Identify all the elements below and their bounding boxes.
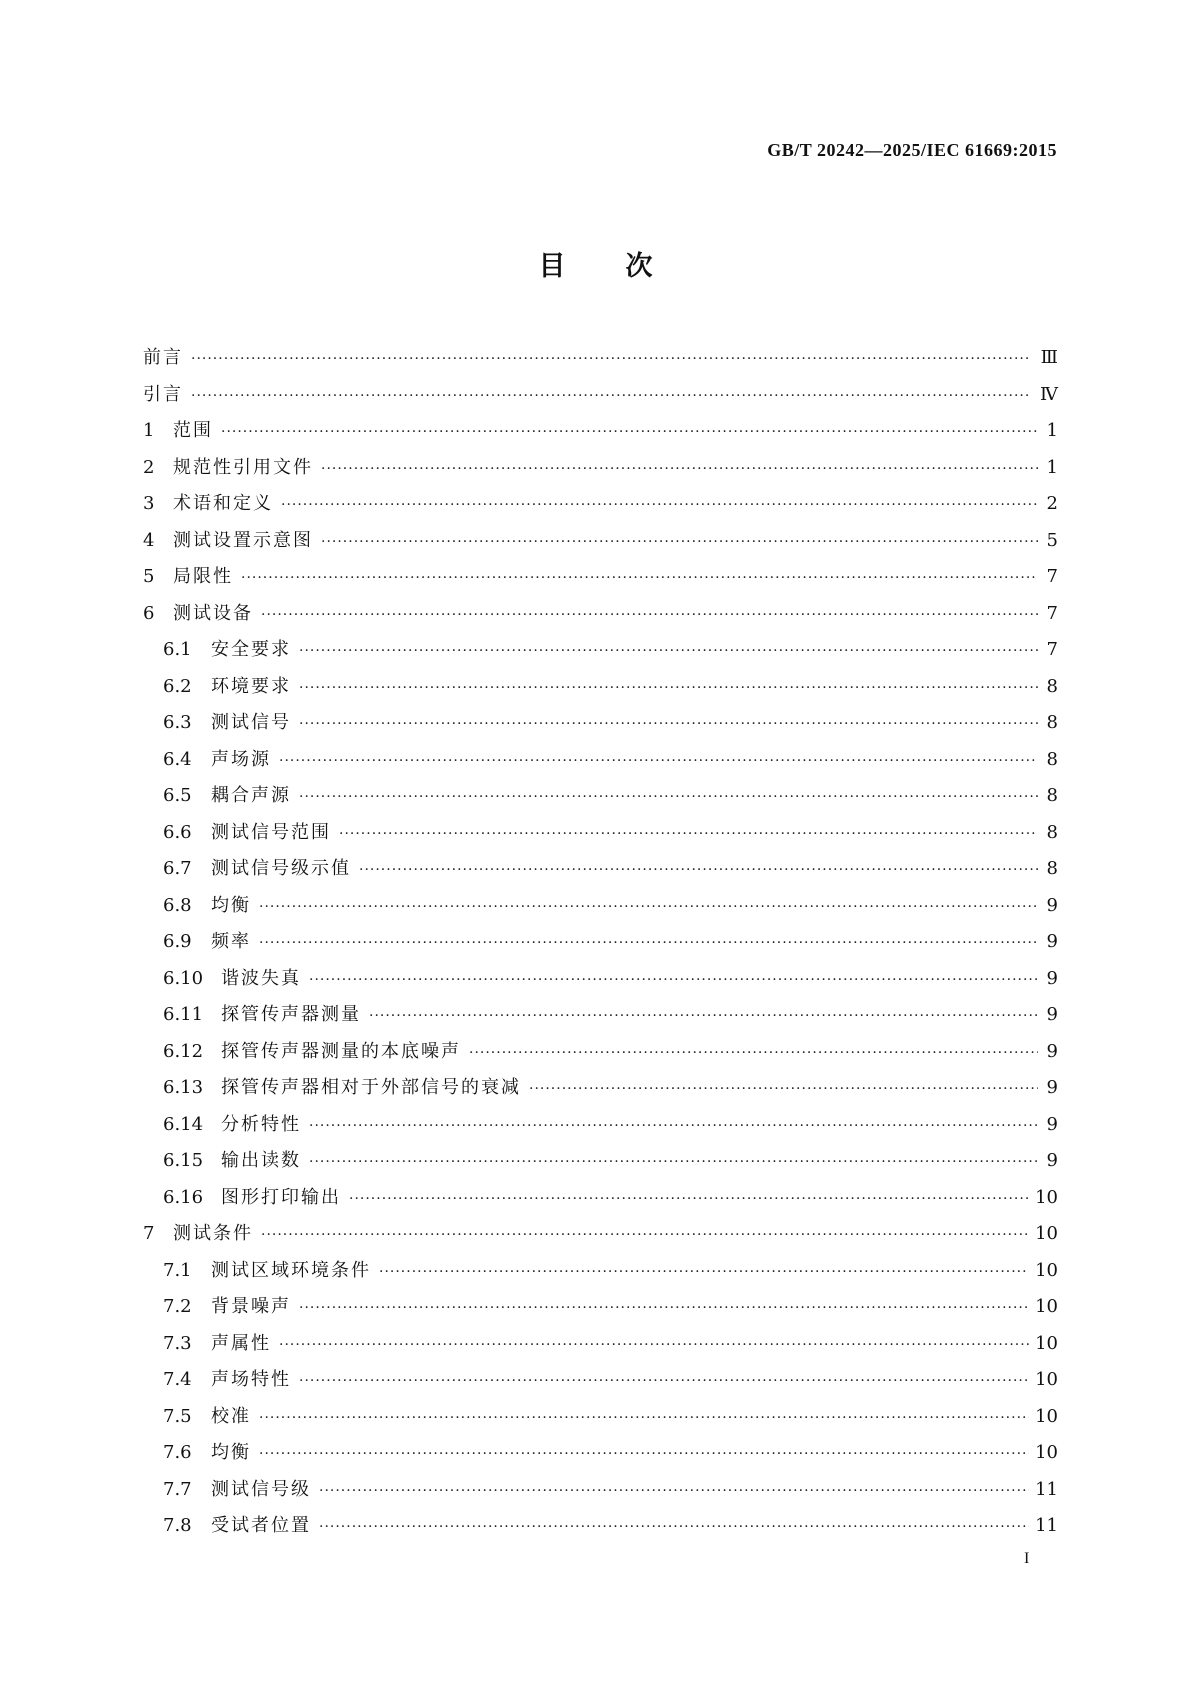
toc-entry-number: 6 [143,602,155,624]
toc-entry[interactable] [143,340,1058,377]
toc-entry[interactable] [143,924,1058,961]
toc-entry[interactable] [143,632,1058,669]
toc-entry-page: 8 [1046,858,1058,879]
toc-entry-page: 9 [1046,894,1058,916]
toc-leader-dots [319,1473,1029,1510]
toc-entry-title: 测试信号范围 [211,821,331,843]
toc-entry-number: 6.11 [163,1004,204,1025]
toc-entry-page: 5 [1046,529,1058,551]
toc-entry[interactable] [143,961,1058,998]
toc-entry-number: 6.13 [163,1077,204,1098]
toc-entry-title: 分析特性 [221,1113,301,1135]
toc-entry-number: 6.9 [163,931,192,952]
toc-entry-number: 7 [143,1223,155,1244]
toc-entry-page: 9 [1046,967,1058,989]
toc-entry-number: 6.7 [163,858,192,879]
toc-entry-title: 探管传声器测量 [221,1004,361,1025]
toc-entry-number: 2 [143,456,155,478]
toc-entry-page: 9 [1046,1077,1058,1098]
toc-entry-number: 5 [143,566,155,587]
toc-entry-page: 11 [1035,1478,1058,1500]
toc-entry[interactable] [143,669,1058,706]
toc-entry[interactable] [143,1143,1058,1180]
toc-entry-number: 6.15 [163,1150,204,1171]
toc-entry[interactable] [143,450,1058,487]
toc-leader-dots [469,1035,1038,1072]
toc-entry-title: 频率 [211,931,251,952]
toc-leader-dots [299,670,1038,707]
toc-leader-dots [309,1144,1038,1181]
toc-entry[interactable] [143,1435,1058,1472]
toc-entry-page: 9 [1046,1150,1058,1171]
toc-entry-number: 6.3 [163,712,192,733]
toc-leader-dots [221,414,1038,451]
toc-entry-title: 规范性引用文件 [173,456,313,478]
toc-leader-dots [259,925,1038,962]
toc-leader-dots [299,633,1038,670]
toc-entry-page: Ⅳ [1040,383,1058,405]
toc-leader-dots [299,706,1038,743]
toc-entry-number: 6.4 [163,748,192,770]
toc-entry[interactable] [143,1289,1058,1326]
toc-leader-dots [241,560,1038,597]
toc-entry[interactable] [143,1508,1058,1545]
toc-leader-dots [309,962,1038,999]
toc-leader-dots [259,889,1038,926]
toc-entry-title: 输出读数 [221,1150,301,1171]
toc-leader-dots [261,597,1038,634]
toc-entry-title: 测试信号级 [211,1478,311,1500]
toc-entry-page: 8 [1046,675,1058,697]
toc-entry-title: 前言 [143,347,183,368]
toc-entry-title: 测试信号级示值 [211,858,351,879]
toc-entry-page: 9 [1046,1004,1058,1025]
toc-leader-dots [191,341,1035,378]
toc-entry[interactable] [143,1034,1058,1071]
toc-leader-dots [279,743,1038,780]
toc-leader-dots [299,1363,1029,1400]
toc-leader-dots [369,998,1038,1035]
toc-leader-dots [349,1181,1029,1218]
toc-entry-number: 6.8 [163,894,192,916]
toc-entry-number: 7.6 [163,1442,192,1463]
toc-entry-title: 谐波失真 [221,967,301,989]
table-of-contents [143,340,1058,1545]
toc-entry-number: 7.8 [163,1515,192,1536]
toc-entry-page: 7 [1046,566,1058,587]
toc-entry[interactable] [143,1107,1058,1144]
toc-leader-dots [191,378,1034,415]
toc-leader-dots [321,451,1038,488]
toc-entry-title: 测试区域环境条件 [211,1259,371,1281]
toc-entry-page: 8 [1046,748,1058,770]
toc-leader-dots [279,1327,1029,1364]
toc-entry[interactable] [143,997,1058,1034]
toc-entry-number: 6.1 [163,639,192,660]
toc-entry-title: 局限性 [173,566,233,587]
toc-entry[interactable] [143,559,1058,596]
toc-leader-dots [281,487,1038,524]
toc-entry-page: 10 [1035,1186,1058,1208]
toc-entry[interactable] [143,1180,1058,1217]
toc-entry-title: 安全要求 [211,639,291,660]
toc-entry-page: 10 [1035,1332,1058,1354]
toc-entry-page: 10 [1035,1259,1058,1281]
toc-leader-dots [529,1071,1038,1108]
standard-code: GB/T 20242—2025/IEC 61669:2015 [767,140,1057,160]
toc-entry-number: 7.3 [163,1332,192,1354]
page-number: I [1024,1550,1030,1567]
toc-entry[interactable] [143,377,1058,414]
toc-entry-number: 6.2 [163,675,192,697]
toc-entry-title: 引言 [143,383,183,405]
toc-entry-number: 7.4 [163,1369,192,1390]
toc-entry[interactable] [143,1472,1058,1509]
toc-entry-page: 10 [1035,1223,1058,1244]
toc-entry-title: 探管传声器测量的本底噪声 [221,1040,461,1062]
toc-entry-page: 10 [1035,1369,1058,1390]
toc-entry-page: 2 [1046,493,1058,514]
toc-entry-title: 耦合声源 [211,785,291,806]
toc-entry-title: 均衡 [211,1442,251,1463]
toc-entry[interactable] [143,486,1058,523]
toc-entry-title: 术语和定义 [173,493,273,514]
toc-entry-title: 范围 [173,420,213,441]
toc-entry-title: 探管传声器相对于外部信号的衰减 [221,1077,521,1098]
toc-entry-page: 10 [1035,1405,1058,1427]
toc-entry-title: 测试信号 [211,712,291,733]
toc-leader-dots [321,524,1038,561]
toc-entry-page: 1 [1046,456,1058,478]
toc-entry-number: 6.6 [163,821,192,843]
toc-entry[interactable] [143,851,1058,888]
toc-entry-number: 6.12 [163,1040,204,1062]
toc-entry-page: 9 [1046,1040,1058,1062]
toc-entry-page: 9 [1046,1113,1058,1135]
toc-entry-title: 声场特性 [211,1369,291,1390]
toc-entry-number: 4 [143,529,155,551]
toc-entry-title: 测试设备 [173,602,253,624]
toc-entry-number: 7.1 [163,1259,192,1281]
toc-entry[interactable] [143,1216,1058,1253]
toc-entry[interactable] [143,778,1058,815]
toc-entry[interactable] [143,1326,1058,1363]
toc-entry[interactable] [143,413,1058,450]
toc-leader-dots [309,1108,1038,1145]
toc-leader-dots [339,816,1038,853]
toc-entry-number: 6.14 [163,1113,204,1135]
toc-entry-page: Ⅲ [1040,347,1058,368]
toc-entry[interactable] [143,815,1058,852]
toc-entry-title: 校准 [211,1405,251,1427]
toc-entry-number: 7.2 [163,1296,192,1317]
toc-entry-title: 声属性 [211,1332,271,1354]
toc-leader-dots [299,1290,1029,1327]
toc-entry-page: 11 [1035,1515,1058,1536]
toc-entry-number: 3 [143,493,155,514]
toc-entry-title: 背景噪声 [211,1296,291,1317]
toc-entry-page: 7 [1046,602,1058,624]
toc-entry-page: 8 [1046,821,1058,843]
toc-entry[interactable] [143,1070,1058,1107]
toc-entry[interactable] [143,1399,1058,1436]
toc-entry-number: 7.5 [163,1405,192,1427]
toc-leader-dots [319,1509,1029,1546]
toc-entry-page: 9 [1046,931,1058,952]
toc-entry-title: 测试设置示意图 [173,529,313,551]
toc-entry[interactable] [143,1362,1058,1399]
toc-entry[interactable] [143,596,1058,633]
toc-entry[interactable] [143,705,1058,742]
toc-entry-page: 1 [1046,420,1058,441]
toc-leader-dots [261,1217,1029,1254]
toc-entry[interactable] [143,742,1058,779]
toc-entry-page: 8 [1046,785,1058,806]
toc-entry-number: 6.5 [163,785,192,806]
toc-leader-dots [379,1254,1029,1291]
toc-entry-title: 环境要求 [211,675,291,697]
toc-entry-page: 8 [1046,712,1058,733]
toc-entry-page: 10 [1035,1296,1058,1317]
toc-entry-title: 图形打印输出 [221,1186,341,1208]
toc-entry[interactable] [143,523,1058,560]
toc-entry-number: 6.16 [163,1186,204,1208]
toc-leader-dots [359,852,1038,889]
toc-entry-page: 7 [1046,639,1058,660]
toc-entry-number: 7.7 [163,1478,192,1500]
toc-entry-title: 均衡 [211,894,251,916]
toc-entry-title: 受试者位置 [211,1515,311,1536]
toc-entry[interactable] [143,1253,1058,1290]
toc-entry-page: 10 [1035,1442,1058,1463]
toc-entry[interactable] [143,888,1058,925]
toc-entry-title: 测试条件 [173,1223,253,1244]
toc-entry-number: 6.10 [163,967,204,989]
toc-leader-dots [299,779,1038,816]
toc-entry-number: 1 [143,420,155,441]
toc-leader-dots [259,1436,1029,1473]
toc-leader-dots [259,1400,1029,1437]
page-title: 目次 [538,251,713,282]
toc-entry-title: 声场源 [211,748,271,770]
